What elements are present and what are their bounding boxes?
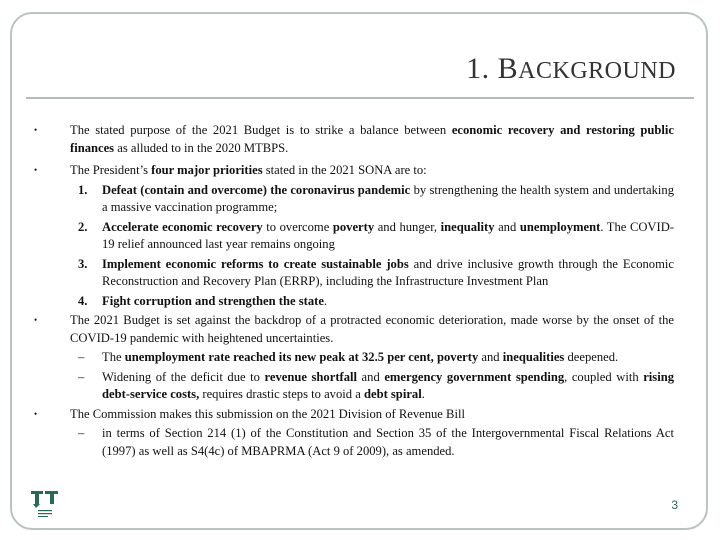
numbered-item: 2. Accelerate economic recovery to overcome poverty and hunger, inequality and unemployment. The COVID-19 relief announced last year remains ongoing xyxy=(78,219,675,251)
dash-item: – The unemployment rate reached its new peak at 32.5 per cent, poverty and inequalities deepened. xyxy=(34,349,674,367)
bullet-item: • The Commission makes this submission on the 2021 Division of Revenue Bill xyxy=(34,406,674,424)
dash-item: – in terms of Section 214 (1) of the Constitution and Section 35 of the Intergovernmental Fiscal Relations Act (1997) as well as S4(4c) of MBAPRMA (Act 9 of 2009), as amended. xyxy=(78,426,674,458)
bullet-marker: • xyxy=(34,125,38,135)
dash-marker: – xyxy=(78,350,85,364)
page-number: 3 xyxy=(671,498,678,512)
slide-body xyxy=(34,122,674,460)
bullet-item: • The 2021 Budget is set against the backdrop of a protracted economic deterioration, made worse by the onset of the COVID-19 pandemic with heightened uncertainties. xyxy=(34,313,674,345)
item-number: 2. xyxy=(78,219,88,234)
bullet-marker: • xyxy=(34,165,38,175)
dash-item: – Widening of the deficit due to revenue shortfall and emergency government spending, coupled with rising debt-service costs, requires drastic steps to avoid a debt spiral. xyxy=(78,369,674,401)
numbered-item: 1. Defeat (contain and overcome) the coronavirus pandemic by strengthening the health system and undertaking a massive vaccination programme; xyxy=(78,182,674,214)
numbered-item: 4. Fight corruption and strengthen the state. xyxy=(34,293,674,311)
dash-marker: – xyxy=(78,426,85,440)
item-number: 3. xyxy=(78,256,88,271)
bullet-marker: • xyxy=(34,408,38,419)
item-number: 4. xyxy=(78,293,88,308)
item-number: 1. xyxy=(78,182,88,197)
title-divider xyxy=(26,97,694,99)
bullet-item: • The stated purpose of the 2021 Budget is to strike a balance between economic recovery and restoring public finances as alluded to in the 2020 MTBPS. xyxy=(34,123,674,155)
bullet-item: • The President’s four major priorities stated in the 2021 SONA are to: xyxy=(34,162,674,180)
bullet-marker: • xyxy=(34,315,38,325)
dash-marker: – xyxy=(78,369,85,384)
slide-title: 1. BACKGROUND xyxy=(466,52,676,85)
numbered-item: 3. Implement economic reforms to create sustainable jobs and drive inclusive growth through the Economic Reconstruction and Recovery Plan (ERRP), including the Infrastructure Investment Plan xyxy=(78,256,674,288)
organization-logo-icon xyxy=(30,488,60,518)
